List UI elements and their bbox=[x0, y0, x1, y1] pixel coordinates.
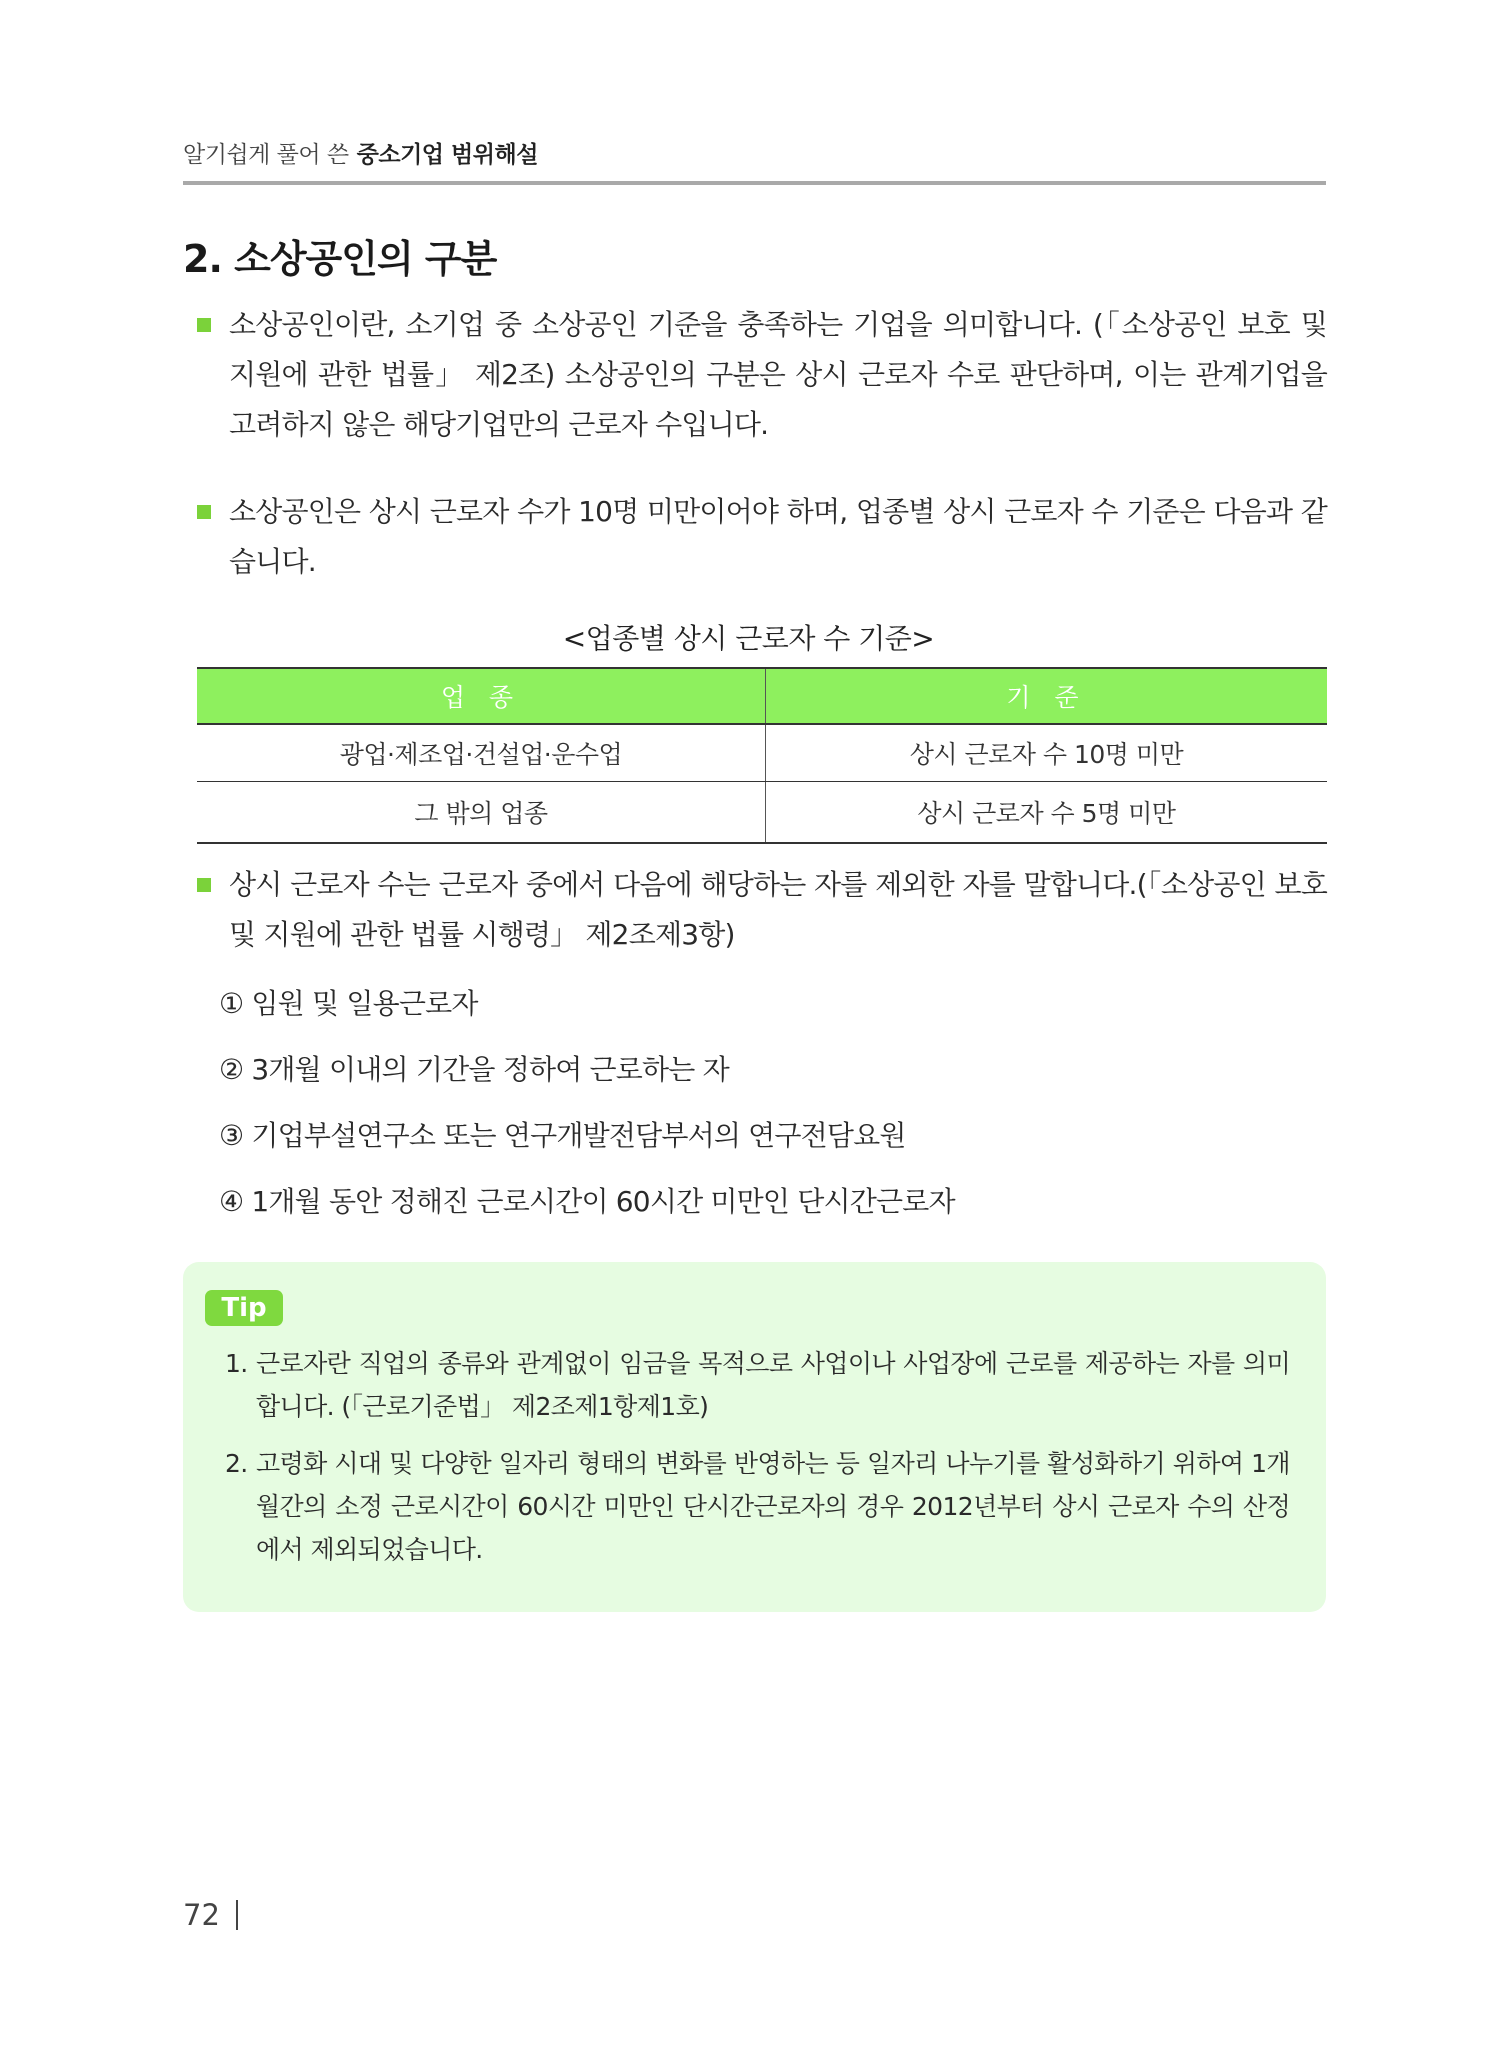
running-header bbox=[183, 136, 538, 169]
bullet-square-icon bbox=[197, 318, 211, 332]
tip-item-text: 근로자란 직업의 종류와 관계없이 임금을 목적으로 사업이나 사업장에 근로를 제공하는 자를 의미합니다. (「근로기준법」 제2조제1항제1호) bbox=[256, 1349, 1290, 1421]
column-header-criteria: 기 준 bbox=[765, 668, 1327, 724]
header-divider bbox=[183, 181, 1326, 185]
table-cell-industry: 광업·제조업·건설업·운수업 bbox=[197, 724, 765, 782]
exclusion-item: ④ 1개월 동안 정해진 근로시간이 60시간 미만인 단시간근로자 bbox=[219, 1185, 955, 1218]
bullet-paragraph-1 bbox=[197, 300, 1327, 450]
tip-item-number: 2. bbox=[225, 1449, 248, 1478]
table-cell-industry: 그 밖의 업종 bbox=[197, 782, 765, 844]
page-number: 72 bbox=[183, 1898, 220, 1932]
table-header-row bbox=[197, 668, 1327, 724]
tip-item bbox=[225, 1342, 1290, 1428]
book-title-light: 알기쉽게 풀어 쓴 bbox=[183, 142, 349, 168]
bullet-text: 상시 근로자 수는 근로자 중에서 다음에 해당하는 자를 제외한 자를 말합니다.(「소상공인 보호 및 지원에 관한 법률 시행령」 제2조제3항) bbox=[229, 868, 1327, 951]
bullet-square-icon bbox=[197, 878, 211, 892]
employee-criteria-table bbox=[197, 667, 1327, 844]
tip-item-text: 고령화 시대 및 다양한 일자리 형태의 변화를 반영하는 등 일자리 나누기를 활성화하기 위하여 1개월간의 소정 근로시간이 60시간 미만인 단시간근로자의 경우 2012년부터 상시 근로자 수의 산정에서 제외되었습니다. bbox=[256, 1449, 1290, 1564]
bullet-paragraph-2 bbox=[197, 487, 1327, 587]
bullet-text: 소상공인이란, 소기업 중 소상공인 기준을 충족하는 기업을 의미합니다. (「소상공인 보호 및 지원에 관한 법률」 제2조) 소상공인의 구분은 상시 근로자 수로 판단하며, 이는 관계기업을 고려하지 않은 해당기업만의 근로자 수입니다. bbox=[229, 308, 1327, 441]
exclusion-item: ③ 기업부설연구소 또는 연구개발전담부서의 연구전담요원 bbox=[219, 1119, 906, 1152]
table-caption: <업종별 상시 근로자 수 기준> bbox=[562, 622, 935, 655]
exclusion-item: ② 3개월 이내의 기간을 정하여 근로하는 자 bbox=[219, 1053, 729, 1086]
table-cell-criteria: 상시 근로자 수 10명 미만 bbox=[765, 724, 1327, 782]
table-row bbox=[197, 724, 1327, 782]
bullet-text: 소상공인은 상시 근로자 수가 10명 미만이어야 하며, 업종별 상시 근로자 수 기준은 다음과 같습니다. bbox=[229, 495, 1327, 578]
table-row bbox=[197, 782, 1327, 844]
section-title: 2. 소상공인의 구분 bbox=[183, 237, 497, 281]
tip-item bbox=[225, 1442, 1290, 1571]
tip-item-number: 1. bbox=[225, 1349, 248, 1378]
column-header-industry: 업 종 bbox=[197, 668, 765, 724]
page-number-divider bbox=[236, 1900, 238, 1930]
tip-badge: Tip bbox=[205, 1290, 283, 1326]
bullet-paragraph-3 bbox=[197, 860, 1327, 960]
book-title-bold: 중소기업 범위해설 bbox=[356, 142, 538, 168]
bullet-square-icon bbox=[197, 505, 211, 519]
exclusion-item: ① 임원 및 일용근로자 bbox=[219, 987, 478, 1020]
table-cell-criteria: 상시 근로자 수 5명 미만 bbox=[765, 782, 1327, 844]
